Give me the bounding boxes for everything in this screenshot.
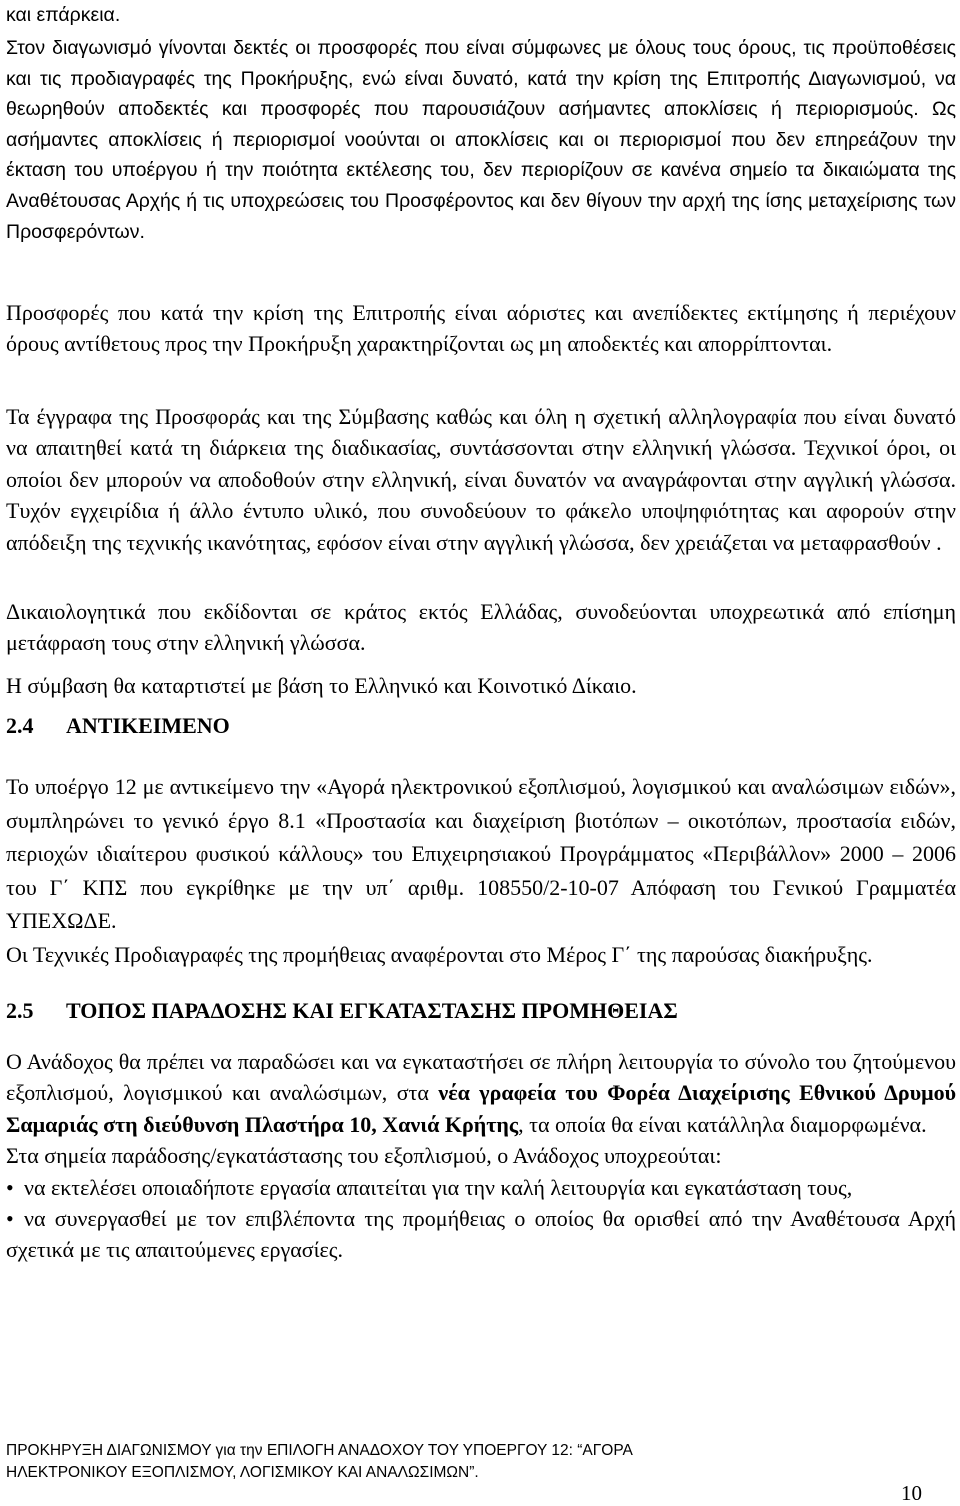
top-fragment: και επάρκεια.	[6, 4, 121, 26]
bullet-item: • να συνεργασθεί με τον επιβλέποντα της προμήθειας ο οποίος θα ορισθεί από την Αναθέτουσα Αρχή σχετικά με τις απαιτούμενες εργασίες.	[6, 1206, 956, 1263]
paragraph-language: Τα έγγραφα της Προσφοράς και της Σύμβασης καθώς και όλη η σχετική αλληλογραφία που είναι δυνατό να απαιτηθεί κατά τη διάρκεια της διαδικασίας, συντάσσονται στην ελληνική γλώσσα. Τεχνικοί όροι, οι οποίοι δεν μπορούν να αποδοθούν στην ελληνική, είναι δυνατόν να αναγράφονται στην αγγλική γλώσσα. Τυχόν εγχειρίδια ή άλλο έντυπο υλικό, που συνοδεύουν το φάκελο υποψηφιότητας και αφορούν στην απόδειξη της τεχνικής ικανότητας, εφόσον είναι στην αγγλική γλώσσα, δεν χρειάζεται να μεταφρασθούν .	[6, 404, 956, 555]
paragraph-acceptable-offers	[6, 33, 956, 247]
page-number: 10	[901, 1481, 922, 1505]
section-2-4-body: Το υποέργο 12 με αντικείμενο την «Αγορά ηλεκτρονικού εξοπλισμού, λογισμικού και αναλώσιμων ειδών», συμπληρώνει το γενικό έργο 8.1 «Προστασία και διαχείριση βιοτόπων – οικοτόπων, προστασία ειδών, περιοχών ιδιαίτερου φυσικού κάλλους» του Επιχειρησιακού Προγράμματος «Περιβάλλον» 2000 – 2006 του Γ΄ ΚΠΣ που εγκρίθηκε με την υπ΄ αριθμ. 108550/2-10-07 Απόφαση του Γενικού Γραμματέα ΥΠΕΧΩΔΕ. Οι Τεχνικές Προδιαγραφές της προμήθειας αναφέρονται στο Μέρος Γ΄ της παρούσας διακήρυξης.	[6, 774, 956, 967]
section-2-5-body: Ο Ανάδοχος θα πρέπει να παραδώσει και να εγκαταστήσει σε πλήρη λειτουργία το σύνολο του ζητούμενου εξοπλισμού, λογισμικού και αναλώσιμων, στα νέα γραφεία του Φορέα Διαχείρισης Εθνικού Δρυμού Σαμαριάς στη διεύθυνση Πλαστήρα 10, Χανιά Κρήτης, τα οποία θα είναι κατάλληλα διαμορφωμένα. Στα σημεία παράδοσης/εγκατάστασης του εξοπλισμού, ο Ανάδοχος υποχρεούται: • να εκτελέσει οποιαδήποτε εργασία απαιτείται για την καλή λειτουργία και εγκατάσταση τους, • να συνεργασθεί με τον επιβλέποντα της προμήθειας ο οποίος θα ορισθεί από την Αναθέτουσα Αρχή σχετικά με τις απαιτούμενες εργασίες.	[6, 1046, 956, 1266]
section-2-4-heading: 2.4 ΑΝΤΙΚΕΙΜΕΝΟ	[6, 713, 230, 738]
page-footer: ΠΡΟΚΗΡΥΞΗ ΔΙΑΓΩΝΙΣΜΟΥ για την ΕΠΙΛΟΓΗ ΑΝΑΔΟΧΟΥ ΤΟΥ ΥΠΟΕΡΓΟΥ 12: “ΑΓΟΡΑ ΗΛΕΚΤΡΟΝΙΚΟΥ ΕΞΟΠΛΙΣΜΟΥ, ΛΟΓΙΣΜΙΚΟΥ ΚΑΙ ΑΝΑΛΩΣΙΜΩΝ”.	[6, 1442, 633, 1481]
paragraph-acceptable-offers-text: Στον διαγωνισμό γίνονται δεκτές οι προσφορές που είναι σύμφωνες με όλους τους όρους, τις προϋποθέσεις και τις προδιαγραφές της Προκήρυξης, ενώ είναι δυνατό, κατά την κρίση της Επιτροπής Διαγωνισμού, να θεωρηθούν αποδεκτές και προσφορές που παρουσιάζουν ασήμαντες αποκλίσεις ή περιορισμούς. Ως ασήμαντες αποκλίσεις ή περιορισμοί νοούνται οι αποκλίσεις και οι περιορισμοί που δεν επηρεάζουν την έκταση του υποέργου ή την ποιότητα εκτέλεσης του, δεν περιορίζουν σε κανένα σημείο τα δικαιώματα της Αναθέτουσας Αρχής ή τις υποχρεώσεις του Προσφέροντος και δεν θίγουν την αρχή της ίσης μεταχείρισης των Προσφερόντων.	[6, 37, 956, 243]
bullet-item: • να εκτελέσει οποιαδήποτε εργασία απαιτείται για την καλή λειτουργία και εγκατάσταση τους,	[6, 1174, 853, 1200]
delivery-location-text: Ο Ανάδοχος θα πρέπει να παραδώσει και να εγκαταστήσει σε πλήρη λειτουργία το σύνολο του ζητούμενου εξοπλισμού, λογισμικού και αναλώσιμων, στα νέα γραφεία του Φορέα Διαχείρισης Εθνικού Δρυμού Σαμαριάς στη διεύθυνση Πλαστήρα 10, Χανιά Κρήτης, τα οποία θα είναι κατάλληλα διαμορφωμένα.	[6, 1049, 957, 1137]
paragraph-translation: Δικαιολογητικά που εκδίδονται σε κράτος εκτός Ελλάδας, συνοδεύονται υποχρεωτικά από επίσημη μετάφραση τους στην ελληνική γλώσσα.	[6, 599, 956, 656]
paragraph-rejected-offers: Προσφορές που κατά την κρίση της Επιτροπής είναι αόριστες και ανεπίδεκτες εκτίμησης ή περιέχουν όρους αντίθετους προς την Προκήρυξη χαρακτηρίζονται ως μη αποδεκτές και απορρίπτονται.	[6, 300, 956, 357]
paragraph-law: Η σύμβαση θα καταρτιστεί με βάση το Ελληνικό και Κοινοτικό Δίκαιο.	[6, 673, 637, 698]
section-2-5-heading: 2.5 ΤΟΠΟΣ ΠΑΡΑΔΟΣΗΣ ΚΑΙ ΕΓΚΑΤΑΣΤΑΣΗΣ ΠΡΟΜΗΘΕΙΑΣ	[6, 998, 678, 1023]
